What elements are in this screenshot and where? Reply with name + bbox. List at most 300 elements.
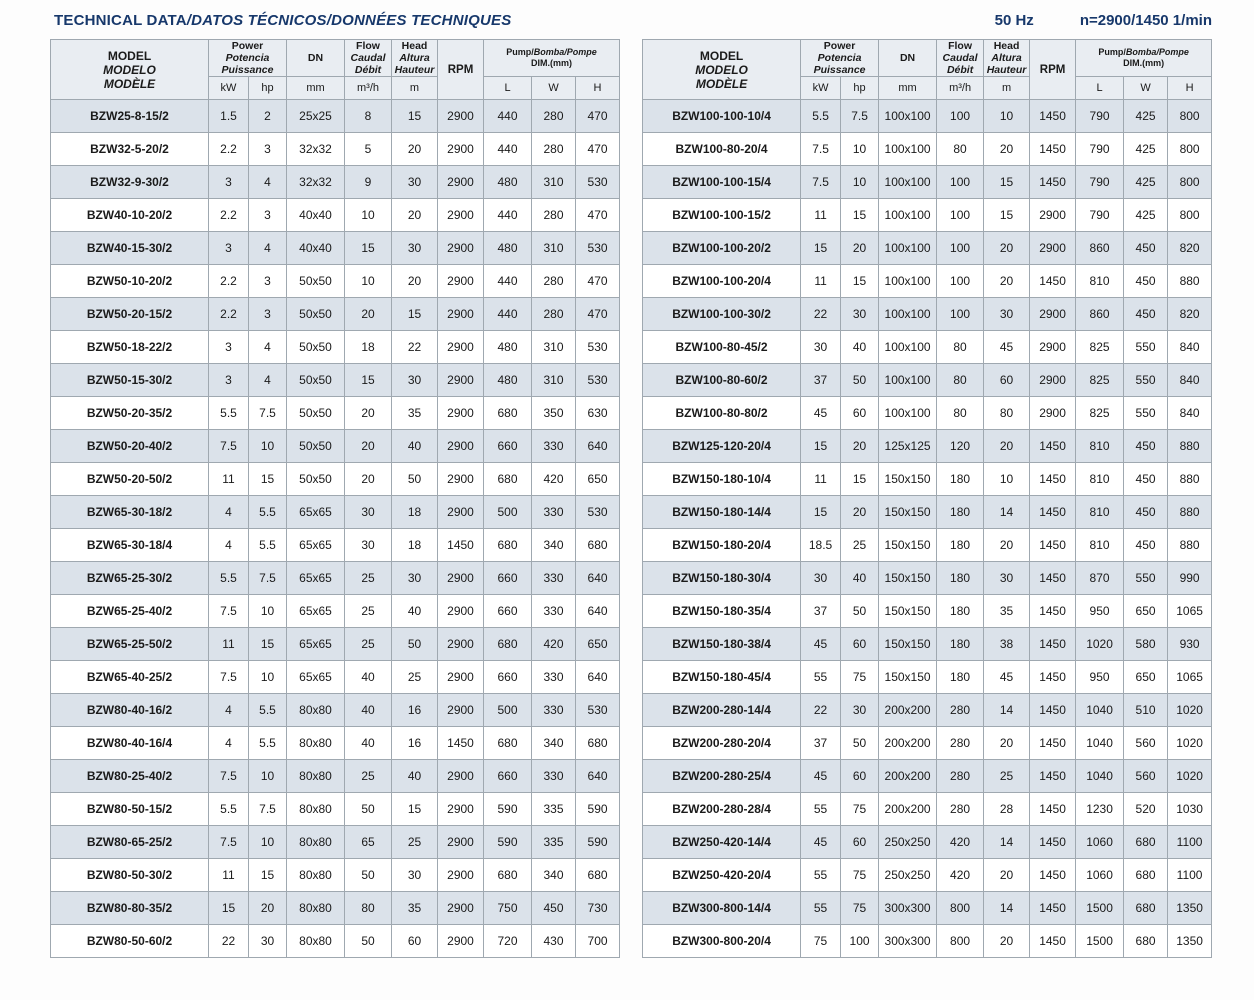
cell-dim-w: 450 bbox=[1124, 529, 1168, 562]
cell-dim-l: 860 bbox=[1076, 298, 1124, 331]
cell-dim-w: 310 bbox=[532, 331, 576, 364]
cell-power-kw: 30 bbox=[801, 331, 841, 364]
cell-head: 25 bbox=[392, 826, 438, 859]
cell-model: BZW80-50-60/2 bbox=[51, 925, 209, 958]
cell-dn: 150x150 bbox=[879, 595, 937, 628]
cell-dim-w: 560 bbox=[1124, 760, 1168, 793]
table-row bbox=[643, 265, 1212, 298]
cell-rpm: 1450 bbox=[1030, 760, 1076, 793]
cell-dn: 80x80 bbox=[287, 925, 345, 958]
cell-power-hp: 10 bbox=[249, 430, 287, 463]
cell-dim-l: 660 bbox=[484, 562, 532, 595]
cell-head: 35 bbox=[392, 892, 438, 925]
cell-dim-l: 1060 bbox=[1076, 859, 1124, 892]
cell-flow: 18 bbox=[345, 331, 392, 364]
cell-dim-w: 450 bbox=[532, 892, 576, 925]
cell-dim-w: 550 bbox=[1124, 397, 1168, 430]
table-row bbox=[51, 661, 620, 694]
table-row bbox=[643, 430, 1212, 463]
cell-dim-h: 1100 bbox=[1168, 826, 1212, 859]
cell-dim-l: 590 bbox=[484, 826, 532, 859]
table-row bbox=[51, 463, 620, 496]
cell-flow: 120 bbox=[937, 430, 984, 463]
table-row bbox=[643, 694, 1212, 727]
cell-dim-h: 880 bbox=[1168, 496, 1212, 529]
cell-dim-h: 880 bbox=[1168, 430, 1212, 463]
cell-model: BZW65-40-25/2 bbox=[51, 661, 209, 694]
cell-dn: 65x65 bbox=[287, 595, 345, 628]
power-header-fr: Puissance bbox=[221, 64, 274, 76]
table-row bbox=[643, 232, 1212, 265]
cell-model: BZW200-280-25/4 bbox=[643, 760, 801, 793]
cell-rpm: 2900 bbox=[438, 397, 484, 430]
table-row bbox=[643, 859, 1212, 892]
cell-rpm: 1450 bbox=[1030, 430, 1076, 463]
right-technical-table bbox=[642, 39, 1212, 958]
cell-model: BZW32-5-20/2 bbox=[51, 133, 209, 166]
table-row bbox=[51, 397, 620, 430]
cell-power-kw: 5.5 bbox=[209, 397, 249, 430]
cell-dim-w: 425 bbox=[1124, 100, 1168, 133]
model-header-en: MODEL bbox=[107, 48, 152, 63]
cell-power-hp: 2 bbox=[249, 100, 287, 133]
cell-dim-l: 720 bbox=[484, 925, 532, 958]
cell-dim-w: 580 bbox=[1124, 628, 1168, 661]
title-english: TECHNICAL DATA bbox=[54, 12, 187, 29]
cell-dim-h: 630 bbox=[576, 397, 620, 430]
cell-dim-l: 480 bbox=[484, 166, 532, 199]
table-row bbox=[51, 859, 620, 892]
cell-head: 16 bbox=[392, 694, 438, 727]
cell-head: 30 bbox=[392, 232, 438, 265]
cell-dn: 250x250 bbox=[879, 859, 937, 892]
cell-head: 15 bbox=[984, 166, 1030, 199]
cell-model: BZW150-180-35/4 bbox=[643, 595, 801, 628]
head-unit-header: m bbox=[984, 77, 1030, 100]
right-table-header bbox=[643, 40, 1212, 100]
cell-power-hp: 10 bbox=[841, 133, 879, 166]
cell-dim-l: 1040 bbox=[1076, 727, 1124, 760]
cell-power-hp: 15 bbox=[841, 265, 879, 298]
cell-dim-w: 425 bbox=[1124, 166, 1168, 199]
cell-dim-w: 340 bbox=[532, 859, 576, 892]
cell-dim-h: 530 bbox=[576, 694, 620, 727]
cell-dn: 80x80 bbox=[287, 892, 345, 925]
table-row bbox=[643, 529, 1212, 562]
cell-power-hp: 40 bbox=[841, 562, 879, 595]
cell-dn: 100x100 bbox=[879, 166, 937, 199]
cell-flow: 180 bbox=[937, 628, 984, 661]
cell-dim-w: 420 bbox=[532, 463, 576, 496]
cell-rpm: 1450 bbox=[1030, 595, 1076, 628]
cell-power-hp: 100 bbox=[841, 925, 879, 958]
cell-model: BZW50-20-15/2 bbox=[51, 298, 209, 331]
table-row bbox=[51, 694, 620, 727]
cell-power-hp: 3 bbox=[249, 133, 287, 166]
cell-rpm: 1450 bbox=[1030, 661, 1076, 694]
cell-head: 22 bbox=[392, 331, 438, 364]
cell-dim-w: 330 bbox=[532, 496, 576, 529]
cell-flow: 280 bbox=[937, 694, 984, 727]
cell-head: 40 bbox=[392, 760, 438, 793]
cell-model: BZW150-180-45/4 bbox=[643, 661, 801, 694]
cell-flow: 180 bbox=[937, 463, 984, 496]
cell-power-kw: 7.5 bbox=[209, 661, 249, 694]
cell-dim-l: 1020 bbox=[1076, 628, 1124, 661]
cell-rpm: 1450 bbox=[438, 529, 484, 562]
cell-dim-h: 680 bbox=[576, 529, 620, 562]
cell-model: BZW65-25-40/2 bbox=[51, 595, 209, 628]
cell-power-kw: 37 bbox=[801, 364, 841, 397]
cell-dim-w: 335 bbox=[532, 826, 576, 859]
table-row bbox=[643, 331, 1212, 364]
cell-rpm: 2900 bbox=[438, 463, 484, 496]
cell-power-kw: 45 bbox=[801, 760, 841, 793]
flow-header-en: Flow bbox=[356, 40, 380, 52]
cell-power-kw: 15 bbox=[209, 892, 249, 925]
table-row bbox=[51, 562, 620, 595]
right-table-body bbox=[643, 100, 1212, 958]
table-row bbox=[643, 496, 1212, 529]
cell-dim-w: 450 bbox=[1124, 298, 1168, 331]
cell-flow: 30 bbox=[345, 529, 392, 562]
cell-power-kw: 5.5 bbox=[209, 793, 249, 826]
cell-head: 15 bbox=[392, 100, 438, 133]
cell-dn: 150x150 bbox=[879, 562, 937, 595]
cell-dim-l: 810 bbox=[1076, 463, 1124, 496]
cell-dim-h: 820 bbox=[1168, 232, 1212, 265]
cell-dn: 250x250 bbox=[879, 826, 937, 859]
cell-rpm: 2900 bbox=[438, 331, 484, 364]
cell-model: BZW100-100-15/4 bbox=[643, 166, 801, 199]
cell-dim-h: 1350 bbox=[1168, 925, 1212, 958]
cell-power-hp: 15 bbox=[249, 859, 287, 892]
cell-power-hp: 10 bbox=[249, 595, 287, 628]
cell-power-kw: 11 bbox=[801, 265, 841, 298]
cell-dim-w: 330 bbox=[532, 661, 576, 694]
cell-power-kw: 3 bbox=[209, 364, 249, 397]
cell-head: 50 bbox=[392, 463, 438, 496]
cell-dim-h: 990 bbox=[1168, 562, 1212, 595]
cell-dn: 32x32 bbox=[287, 166, 345, 199]
cell-head: 10 bbox=[984, 463, 1030, 496]
cell-dn: 150x150 bbox=[879, 463, 937, 496]
model-header-fr: MODÈLE bbox=[103, 76, 156, 91]
cell-model: BZW50-20-50/2 bbox=[51, 463, 209, 496]
cell-dim-w: 560 bbox=[1124, 727, 1168, 760]
cell-dim-l: 1230 bbox=[1076, 793, 1124, 826]
cell-flow: 180 bbox=[937, 496, 984, 529]
table-row bbox=[51, 265, 620, 298]
cell-rpm: 1450 bbox=[438, 727, 484, 760]
cell-flow: 280 bbox=[937, 760, 984, 793]
cell-flow: 100 bbox=[937, 199, 984, 232]
cell-flow: 100 bbox=[937, 100, 984, 133]
table-row bbox=[643, 925, 1212, 958]
cell-flow: 100 bbox=[937, 166, 984, 199]
cell-rpm: 1450 bbox=[1030, 727, 1076, 760]
cell-flow: 50 bbox=[345, 925, 392, 958]
cell-head: 15 bbox=[984, 199, 1030, 232]
cell-head: 14 bbox=[984, 496, 1030, 529]
cell-dim-h: 680 bbox=[576, 727, 620, 760]
cell-dim-w: 550 bbox=[1124, 364, 1168, 397]
cell-flow: 20 bbox=[345, 298, 392, 331]
cell-flow: 180 bbox=[937, 529, 984, 562]
cell-dn: 50x50 bbox=[287, 430, 345, 463]
cell-dim-w: 280 bbox=[532, 133, 576, 166]
cell-flow: 180 bbox=[937, 661, 984, 694]
cell-rpm: 1450 bbox=[1030, 265, 1076, 298]
cell-flow: 9 bbox=[345, 166, 392, 199]
cell-model: BZW100-100-20/2 bbox=[643, 232, 801, 265]
cell-rpm: 1450 bbox=[1030, 694, 1076, 727]
cell-dim-w: 280 bbox=[532, 298, 576, 331]
cell-power-hp: 20 bbox=[841, 430, 879, 463]
cell-dim-h: 840 bbox=[1168, 331, 1212, 364]
table-row bbox=[51, 199, 620, 232]
cell-dim-w: 330 bbox=[532, 562, 576, 595]
cell-model: BZW200-280-20/4 bbox=[643, 727, 801, 760]
cell-power-hp: 4 bbox=[249, 364, 287, 397]
cell-dn: 65x65 bbox=[287, 529, 345, 562]
cell-power-hp: 20 bbox=[249, 892, 287, 925]
cell-rpm: 1450 bbox=[1030, 562, 1076, 595]
cell-dn: 50x50 bbox=[287, 397, 345, 430]
cell-dim-l: 790 bbox=[1076, 133, 1124, 166]
cell-model: BZW80-40-16/4 bbox=[51, 727, 209, 760]
table-row bbox=[51, 826, 620, 859]
table-row bbox=[643, 298, 1212, 331]
cell-dn: 50x50 bbox=[287, 463, 345, 496]
cell-power-hp: 30 bbox=[841, 694, 879, 727]
cell-power-kw: 3 bbox=[209, 331, 249, 364]
head-header-es: Altura bbox=[399, 52, 430, 64]
cell-dim-h: 800 bbox=[1168, 100, 1212, 133]
cell-dim-w: 340 bbox=[532, 529, 576, 562]
cell-dim-h: 840 bbox=[1168, 364, 1212, 397]
cell-model: BZW150-180-14/4 bbox=[643, 496, 801, 529]
table-row bbox=[643, 892, 1212, 925]
cell-dn: 50x50 bbox=[287, 265, 345, 298]
cell-power-kw: 3 bbox=[209, 166, 249, 199]
cell-power-hp: 7.5 bbox=[841, 100, 879, 133]
cell-model: BZW100-100-30/2 bbox=[643, 298, 801, 331]
cell-model: BZW25-8-15/2 bbox=[51, 100, 209, 133]
cell-power-kw: 55 bbox=[801, 661, 841, 694]
cell-dn: 80x80 bbox=[287, 694, 345, 727]
cell-dim-h: 470 bbox=[576, 298, 620, 331]
cell-dim-h: 640 bbox=[576, 562, 620, 595]
cell-head: 20 bbox=[392, 199, 438, 232]
dim-h-header: H bbox=[1168, 77, 1212, 100]
table-row bbox=[51, 133, 620, 166]
cell-dim-w: 450 bbox=[1124, 265, 1168, 298]
cell-dn: 40x40 bbox=[287, 232, 345, 265]
dim-w-header: W bbox=[532, 77, 576, 100]
cell-dim-l: 680 bbox=[484, 463, 532, 496]
cell-power-hp: 7.5 bbox=[249, 562, 287, 595]
cell-rpm: 2900 bbox=[1030, 199, 1076, 232]
cell-power-kw: 5.5 bbox=[801, 100, 841, 133]
kw-unit-header: kW bbox=[801, 77, 841, 100]
cell-model: BZW50-20-35/2 bbox=[51, 397, 209, 430]
cell-model: BZW50-15-30/2 bbox=[51, 364, 209, 397]
cell-head: 25 bbox=[984, 760, 1030, 793]
cell-power-hp: 60 bbox=[841, 628, 879, 661]
table-row bbox=[51, 166, 620, 199]
cell-head: 14 bbox=[984, 892, 1030, 925]
cell-flow: 180 bbox=[937, 595, 984, 628]
cell-flow: 15 bbox=[345, 364, 392, 397]
cell-model: BZW100-80-45/2 bbox=[643, 331, 801, 364]
cell-model: BZW50-20-40/2 bbox=[51, 430, 209, 463]
cell-power-kw: 11 bbox=[801, 199, 841, 232]
cell-model: BZW250-420-20/4 bbox=[643, 859, 801, 892]
cell-power-kw: 7.5 bbox=[209, 760, 249, 793]
title-bar bbox=[54, 12, 1220, 29]
cell-dn: 300x300 bbox=[879, 892, 937, 925]
cell-dn: 50x50 bbox=[287, 331, 345, 364]
cell-dim-h: 1100 bbox=[1168, 859, 1212, 892]
cell-power-hp: 75 bbox=[841, 661, 879, 694]
cell-dim-h: 590 bbox=[576, 826, 620, 859]
cell-rpm: 2900 bbox=[438, 826, 484, 859]
cell-flow: 10 bbox=[345, 265, 392, 298]
cell-rpm: 1450 bbox=[1030, 628, 1076, 661]
cell-flow: 50 bbox=[345, 793, 392, 826]
cell-rpm: 1450 bbox=[1030, 496, 1076, 529]
cell-model: BZW150-180-38/4 bbox=[643, 628, 801, 661]
cell-dim-l: 950 bbox=[1076, 661, 1124, 694]
cell-model: BZW80-80-35/2 bbox=[51, 892, 209, 925]
cell-head: 35 bbox=[984, 595, 1030, 628]
head-column-header bbox=[392, 40, 438, 77]
cell-head: 60 bbox=[984, 364, 1030, 397]
cell-dim-l: 1500 bbox=[1076, 925, 1124, 958]
cell-model: BZW80-50-15/2 bbox=[51, 793, 209, 826]
cell-rpm: 1450 bbox=[1030, 166, 1076, 199]
rpm-column-header: RPM bbox=[438, 40, 484, 100]
cell-flow: 800 bbox=[937, 925, 984, 958]
cell-model: BZW80-40-16/2 bbox=[51, 694, 209, 727]
table-row bbox=[643, 100, 1212, 133]
cell-model: BZW100-80-80/2 bbox=[643, 397, 801, 430]
cell-rpm: 2900 bbox=[438, 859, 484, 892]
cell-dim-h: 530 bbox=[576, 166, 620, 199]
cell-model: BZW65-25-50/2 bbox=[51, 628, 209, 661]
cell-dim-l: 1060 bbox=[1076, 826, 1124, 859]
cell-dim-w: 550 bbox=[1124, 331, 1168, 364]
model-column-header bbox=[643, 40, 801, 100]
power-header-fr: Puissance bbox=[813, 64, 866, 76]
cell-power-kw: 3 bbox=[209, 232, 249, 265]
cell-power-kw: 7.5 bbox=[209, 826, 249, 859]
cell-model: BZW50-10-20/2 bbox=[51, 265, 209, 298]
cell-dim-h: 880 bbox=[1168, 265, 1212, 298]
cell-dim-h: 930 bbox=[1168, 628, 1212, 661]
cell-power-hp: 75 bbox=[841, 892, 879, 925]
cell-flow: 25 bbox=[345, 628, 392, 661]
cell-flow: 420 bbox=[937, 826, 984, 859]
table-row bbox=[643, 826, 1212, 859]
cell-rpm: 2900 bbox=[438, 694, 484, 727]
power-header-es: Potencia bbox=[817, 52, 862, 64]
cell-model: BZW80-50-30/2 bbox=[51, 859, 209, 892]
cell-dim-l: 660 bbox=[484, 661, 532, 694]
cell-dim-w: 430 bbox=[532, 925, 576, 958]
cell-head: 45 bbox=[984, 331, 1030, 364]
flow-unit-header: m³/h bbox=[345, 77, 392, 100]
cell-power-kw: 2.2 bbox=[209, 265, 249, 298]
cell-head: 25 bbox=[392, 661, 438, 694]
head-header-en: Head bbox=[993, 40, 1020, 52]
cell-dim-w: 310 bbox=[532, 232, 576, 265]
cell-dim-l: 480 bbox=[484, 232, 532, 265]
cell-dim-w: 280 bbox=[532, 199, 576, 232]
cell-head: 50 bbox=[392, 628, 438, 661]
cell-dim-l: 440 bbox=[484, 100, 532, 133]
cell-head: 40 bbox=[392, 595, 438, 628]
cell-power-kw: 45 bbox=[801, 826, 841, 859]
cell-dim-l: 440 bbox=[484, 265, 532, 298]
operating-specs bbox=[995, 12, 1212, 29]
cell-flow: 800 bbox=[937, 892, 984, 925]
cell-flow: 15 bbox=[345, 232, 392, 265]
cell-dim-l: 440 bbox=[484, 133, 532, 166]
cell-dim-l: 440 bbox=[484, 298, 532, 331]
cell-power-hp: 4 bbox=[249, 166, 287, 199]
cell-flow: 280 bbox=[937, 727, 984, 760]
cell-model: BZW80-25-40/2 bbox=[51, 760, 209, 793]
cell-dim-l: 680 bbox=[484, 727, 532, 760]
table-row bbox=[51, 430, 620, 463]
table-row bbox=[643, 562, 1212, 595]
cell-power-hp: 10 bbox=[249, 661, 287, 694]
cell-head: 28 bbox=[984, 793, 1030, 826]
cell-rpm: 2900 bbox=[438, 892, 484, 925]
cell-power-kw: 4 bbox=[209, 727, 249, 760]
cell-head: 18 bbox=[392, 529, 438, 562]
cell-dim-l: 660 bbox=[484, 760, 532, 793]
cell-power-kw: 30 bbox=[801, 562, 841, 595]
table-row bbox=[51, 925, 620, 958]
cell-rpm: 2900 bbox=[438, 925, 484, 958]
cell-dn: 150x150 bbox=[879, 496, 937, 529]
cell-dn: 50x50 bbox=[287, 298, 345, 331]
cell-dim-w: 450 bbox=[1124, 232, 1168, 265]
cell-dn: 80x80 bbox=[287, 793, 345, 826]
table-row bbox=[51, 529, 620, 562]
cell-model: BZW100-100-10/4 bbox=[643, 100, 801, 133]
cell-head: 20 bbox=[984, 232, 1030, 265]
cell-dim-l: 950 bbox=[1076, 595, 1124, 628]
cell-flow: 65 bbox=[345, 826, 392, 859]
cell-model: BZW300-800-14/4 bbox=[643, 892, 801, 925]
cell-head: 30 bbox=[392, 859, 438, 892]
cell-head: 20 bbox=[984, 529, 1030, 562]
cell-dim-l: 680 bbox=[484, 397, 532, 430]
dn-unit-header: mm bbox=[287, 77, 345, 100]
cell-dim-l: 810 bbox=[1076, 265, 1124, 298]
cell-dim-h: 840 bbox=[1168, 397, 1212, 430]
cell-flow: 420 bbox=[937, 859, 984, 892]
cell-rpm: 2900 bbox=[438, 232, 484, 265]
cell-dn: 150x150 bbox=[879, 661, 937, 694]
cell-dn: 200x200 bbox=[879, 760, 937, 793]
cell-power-hp: 4 bbox=[249, 331, 287, 364]
cell-dim-h: 1065 bbox=[1168, 595, 1212, 628]
